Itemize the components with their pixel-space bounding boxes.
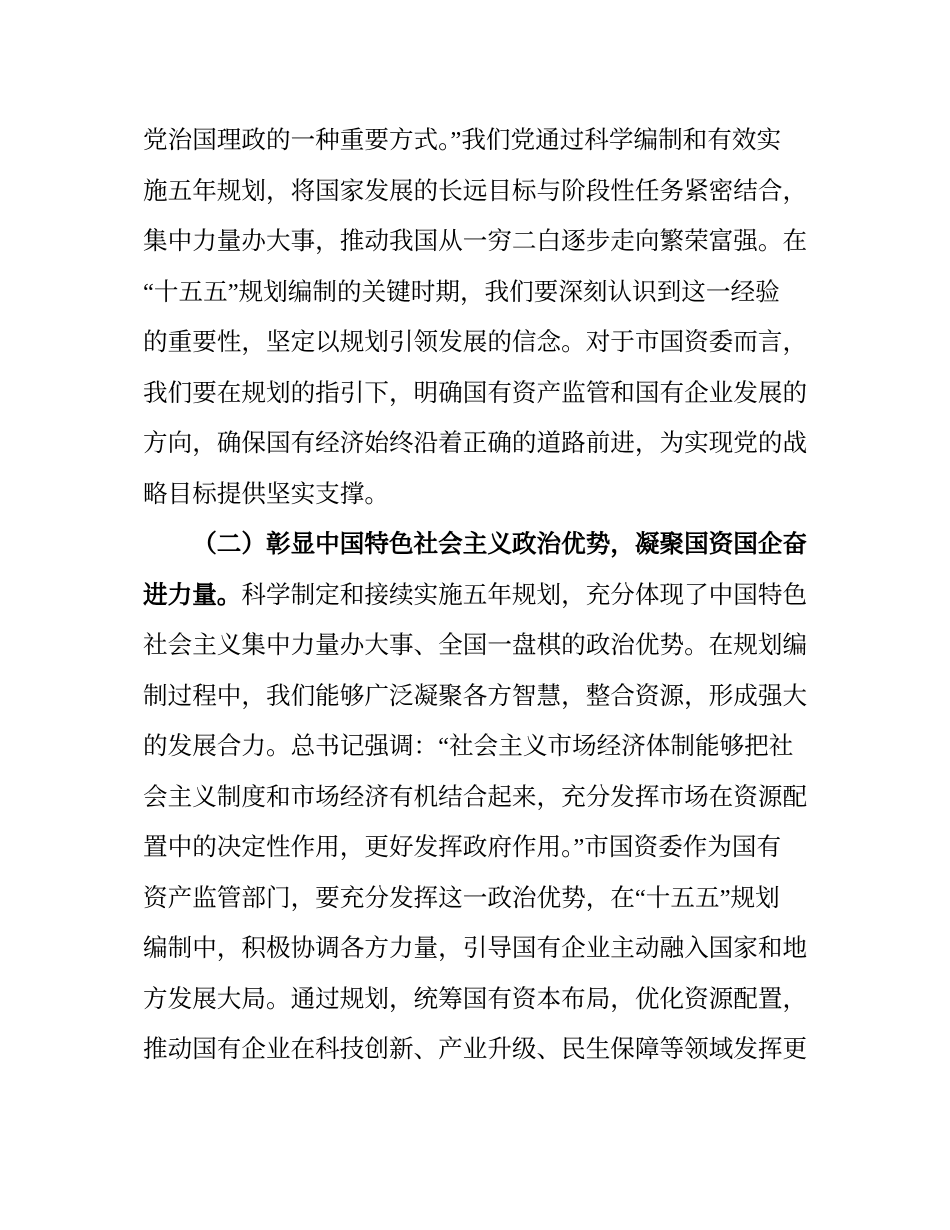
text-run: 党治国理政的一种重要方式。”我们党通过科学编制和有效实 <box>143 127 782 154</box>
text-run: “十五五”规划编制的关键时期，我们要深刻认识到这一经验 <box>143 278 780 306</box>
paragraph-1 <box>143 116 819 520</box>
text-run: 制过程中，我们能够广泛凝聚各方智慧，整合资源，形成强大 <box>143 682 808 710</box>
text-block <box>143 116 819 1076</box>
bold-text-run: 进力量。 <box>143 581 242 609</box>
text-run: 科学制定和接续实施五年规划，充分体现了中国特色 <box>241 581 808 609</box>
text-run: 的发展合力。总书记强调：“社会主义市场经济体制能够把社 <box>143 733 794 760</box>
text-run: 推动国有企业在科技创新、产业升级、民生保障等领域发挥更 <box>143 1036 808 1063</box>
text-line <box>143 470 819 521</box>
text-line <box>143 773 819 824</box>
text-line <box>143 268 819 319</box>
text-run: 会主义制度和市场经济有机结合起来，充分发挥市场在资源配 <box>143 783 808 811</box>
text-line <box>143 520 819 571</box>
text-line <box>143 419 819 470</box>
text-run: 我们要在规划的指引下，明确国有资产监管和国有企业发展的 <box>143 379 808 407</box>
text-run: 置中的决定性作用，更好发挥政府作用。”市国资委作为国有 <box>143 834 782 861</box>
text-run: 施五年规划，将国家发展的长远目标与阶段性任务紧密结合， <box>143 177 808 205</box>
text-run: 集中力量办大事，推动我国从一穷二白逐步走向繁荣富强。在 <box>143 228 808 255</box>
text-run: 编制中，积极协调各方力量，引导国有企业主动融入国家和地 <box>143 935 808 962</box>
text-run: 方发展大局。通过规划，统筹国有资本布局，优化资源配置， <box>143 985 808 1013</box>
text-run: 资产监管部门，要充分发挥这一政治优势，在“十五五”规划 <box>143 884 780 912</box>
text-line <box>143 874 819 925</box>
text-run: 略目标提供坚实支撑。 <box>143 480 389 508</box>
text-line <box>143 167 819 218</box>
text-line <box>143 672 819 723</box>
text-run: 方向，确保国有经济始终沿着正确的道路前进，为实现党的战 <box>143 430 808 457</box>
text-run: 社会主义集中力量办大事、全国一盘棋的政治优势。在规划编 <box>143 632 808 659</box>
paragraph-2 <box>143 520 819 1076</box>
text-line <box>143 217 819 268</box>
text-line <box>143 722 819 773</box>
text-run: 的重要性，坚定以规划引领发展的信念。对于市国资委而言， <box>143 329 808 356</box>
text-line <box>143 116 819 167</box>
text-line <box>143 318 819 369</box>
text-line <box>143 369 819 420</box>
text-line <box>143 975 819 1026</box>
text-line <box>143 1025 819 1076</box>
text-line <box>143 823 819 874</box>
text-line <box>143 571 819 622</box>
bold-text-run: （二）彰显中国特色社会主义政治优势，凝聚国资国企奋 <box>192 531 808 558</box>
text-line <box>143 924 819 975</box>
text-line <box>143 621 819 672</box>
